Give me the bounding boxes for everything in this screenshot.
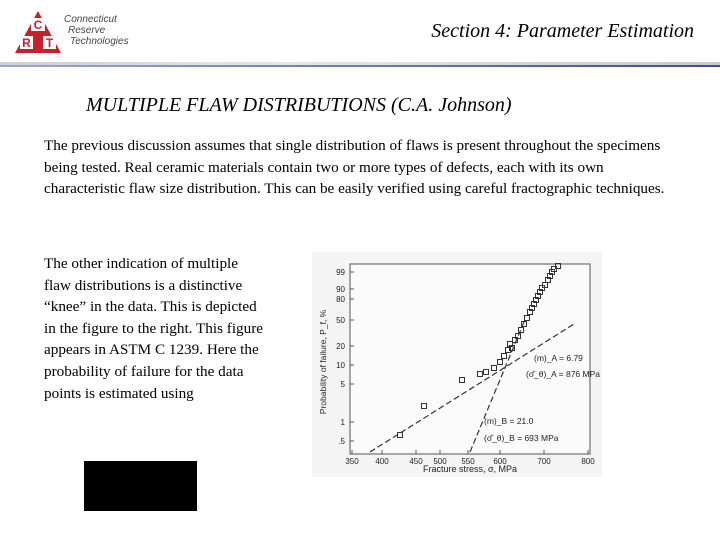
y-tick-label: .5 (338, 437, 345, 446)
logo-line-3: Technologies (70, 36, 129, 47)
section-title: Section 4: Parameter Estimation (431, 20, 694, 42)
x-tick-label: 600 (493, 457, 507, 466)
y-tick-label: 99 (336, 268, 345, 277)
y-tick-label: 90 (336, 285, 345, 294)
logo-line-2: Reserve (68, 25, 106, 36)
x-axis-label: Fracture stress, σ, MPa (422, 464, 518, 474)
slide-title (86, 94, 512, 117)
x-tick-label: 550 (461, 457, 475, 466)
y-tick-label: 5 (340, 380, 345, 389)
x-tick-label: 350 (345, 457, 359, 466)
x-tick-label: 500 (433, 457, 447, 466)
logo-line-1: Connecticut (64, 14, 117, 25)
weibull-plot-figure (312, 252, 602, 477)
annotation-m-a: (m)_A = 6.79 (534, 353, 583, 363)
logo-letter-t: T (45, 36, 54, 50)
slide-title-author: (C.A. Johnson) (390, 94, 512, 116)
x-tick-label: 400 (375, 457, 389, 466)
annotation-m-b: (m)_B = 21.0 (484, 416, 534, 426)
y-tick-label: 80 (336, 295, 345, 304)
company-logo (14, 10, 129, 54)
annotation-sigma-a: (σ̂_θ)_A = 876 MPa (526, 369, 600, 379)
logo-text (64, 14, 129, 47)
logo-letter-r: R (22, 36, 31, 50)
annotation-sigma-b: (σ̂_θ)_B = 693 MPa (484, 433, 559, 443)
equation-image-placeholder (84, 461, 197, 511)
header-divider-blue (0, 65, 720, 67)
logo-letter-c: C (33, 18, 43, 32)
x-tick-label: 700 (537, 457, 551, 466)
y-tick-label: 50 (336, 316, 345, 325)
y-tick-label: 20 (336, 342, 345, 351)
x-tick-label: 450 (409, 457, 423, 466)
x-tick-label: 800 (581, 457, 595, 466)
slide-title-main: MULTIPLE FLAW DISTRIBUTIONS (86, 94, 386, 116)
y-tick-label: 10 (336, 361, 345, 370)
logo-triangle-icon (14, 10, 62, 54)
y-tick-label: 1 (340, 418, 345, 427)
knee-paragraph: The other indication of multiple flaw distributions is a distinctive “knee” in the data. This is depicted in the figure to the right. This figure appears in ASTM C 1239. Here the probability of failure for the data points is estimated using (44, 255, 264, 402)
y-axis-label: Probability of failure, P_f, % (318, 309, 328, 415)
weibull-plot (312, 252, 602, 477)
intro-paragraph: The previous discussion assumes that single distribution of flaws is present throughout the specimens being tested. Real ceramic materials contain two or more types of defects, each with its own characteristic flaw size distribution. This can be easily verified using careful fractographic techniques. (44, 137, 665, 198)
